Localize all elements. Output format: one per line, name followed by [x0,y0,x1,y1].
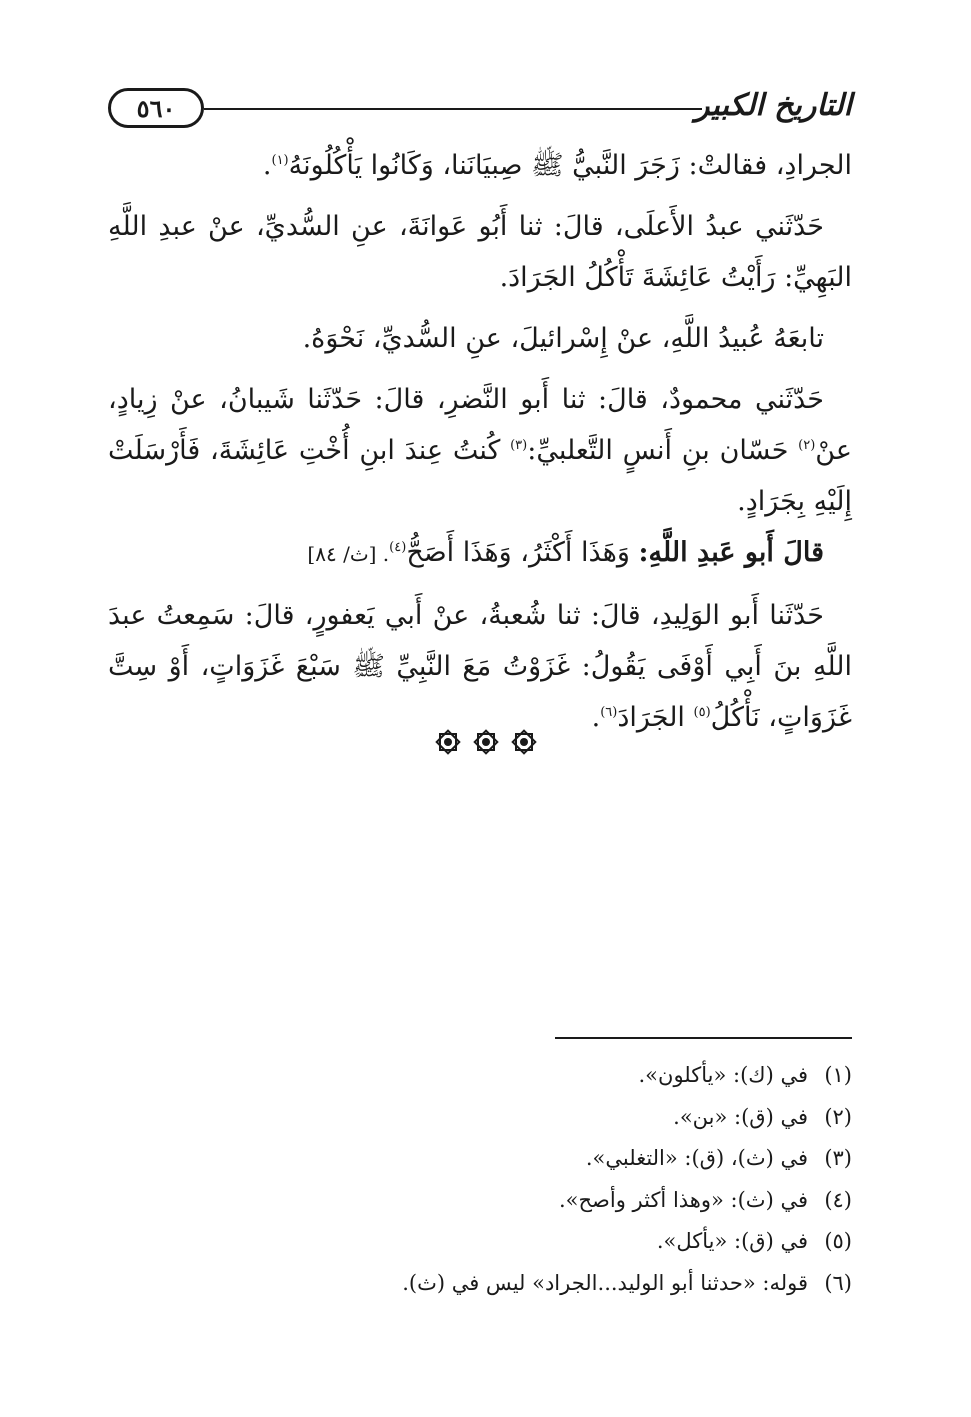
paragraph-6-text-a: حَدّثَنا أَبو الوَلِيدِ، قالَ: ثنا شُعبةُ، عنْ أَبي يَعفورٍ، قالَ: سَمِعتُ عبدَ اللَّهِ بنَ أَبِي أَوْفَى يَقُولُ: غَزَوْتُ مَعَ النَّبِيِّ ﷺ سَبْعَ غَزَوَاتٍ، أَوْ سِتَّ غَزَوَاتٍ، نَأْكُلُ [108,600,852,733]
footnote-number: (٣) [824,1146,852,1170]
footnote-text: في (ث): «وهذا أكثر وأصح». [558,1187,808,1212]
header-rule [204,108,702,110]
footnote-number: (٦) [824,1270,852,1295]
footnote-ref-1[interactable]: (١) [271,153,289,168]
paragraph-6-end: . [591,702,601,733]
paragraph-4-text-b: حَسّان بنِ أَنسٍ التَّعلبيِّ: [527,435,789,466]
paragraph-5 [108,527,852,580]
paragraph-5-text: وَهَذَا أَكْثَرُ، وَهَذَا أَصَحُّ [406,537,630,568]
footnote-text: في (ق): «بن». [673,1104,808,1129]
footnote-text: في (ق): «يأكل». [656,1229,808,1253]
manuscript-ref: . [ث/ ٨٤] [307,542,390,566]
footnote-text: في (ك): «يأكلون». [638,1063,808,1087]
book-title: التاريخ الكبير [694,88,852,123]
page-number: ٥٦٠ [136,93,176,123]
footnote-text: قوله: «حدثنا أبو الوليد...الجراد» ليس في (ث). [402,1270,808,1295]
footnote-item [300,1221,852,1263]
footnote-ref-6[interactable]: (٦) [600,705,618,720]
footnote-number: (٢) [824,1104,852,1129]
main-text [108,140,852,743]
footnote-item [300,1180,852,1222]
footnote-separator [555,1037,852,1039]
footnote-item [300,1097,852,1139]
footnote-item [300,1138,852,1180]
footnote-number: (٥) [824,1229,852,1253]
footnote-item [300,1055,852,1097]
footnote-ref-5[interactable]: (٥) [693,705,711,720]
footnote-number: (١) [824,1063,852,1087]
eight-point-star-ornament-icon [434,728,462,756]
paragraph-1 [108,140,852,191]
page-number-badge [108,88,204,128]
paragraph-3: تابعَهُ عُبيدُ اللَّهِ، عنْ إِسْرائيلَ، عنِ السُّديِّ، نَحْوَهُ. [302,323,824,354]
paragraph-4-text-c: كُنتُ عِندَ ابنِ أُخْتِ عَائِشَةَ، فَأَرْسَلَتْ إِلَيْهِ بِجَرَادٍ. [108,435,852,517]
paragraph-4-text-a: حَدّثَني محمودٌ، قالَ: ثنا أَبو النَّضرِ، قالَ: حَدّثَنا شَيبانُ، عنْ زِيادٍ، عنْ [108,384,852,466]
footnote-ref-3[interactable]: (٣) [510,438,528,453]
paragraph-1-end: . [262,150,272,181]
paragraph-1-text: الجرادِ، فقالتْ: زَجَرَ النَّبيُّ ﷺ صِبيَانَنا، وَكَانُوا يَأْكُلُونَهُ [288,150,852,181]
section-divider-ornaments [0,728,971,756]
eight-point-star-ornament-icon [472,728,500,756]
footnote-ref-4[interactable]: (٤) [389,540,407,555]
paragraph-6-text-b: الجَرَادَ [617,702,685,733]
paragraph-6 [108,590,852,743]
footnote-number: (٤) [824,1187,852,1212]
footnote-item [300,1263,852,1305]
footnote-ref-2[interactable]: (٢) [798,438,816,453]
speaker-label: قالَ أَبو عَبدِ اللَّهِ: [638,537,824,568]
footnote-text: في (ث)، (ق): «التغلبي». [585,1146,808,1170]
footnotes [300,1055,852,1304]
paragraph-2: حَدّثَني عبدُ الأَعلَى، قالَ: ثنا أَبُو عَوانَةَ، عنِ السُّديِّ، عنْ عبدِ اللَّهِ البَهِيِّ: رَأَيْتُ عَائِشَةَ تَأْكُلُ الجَرَادَ. [108,211,852,293]
paragraph-4 [108,374,852,527]
eight-point-star-ornament-icon [510,728,538,756]
page-header [108,86,852,136]
